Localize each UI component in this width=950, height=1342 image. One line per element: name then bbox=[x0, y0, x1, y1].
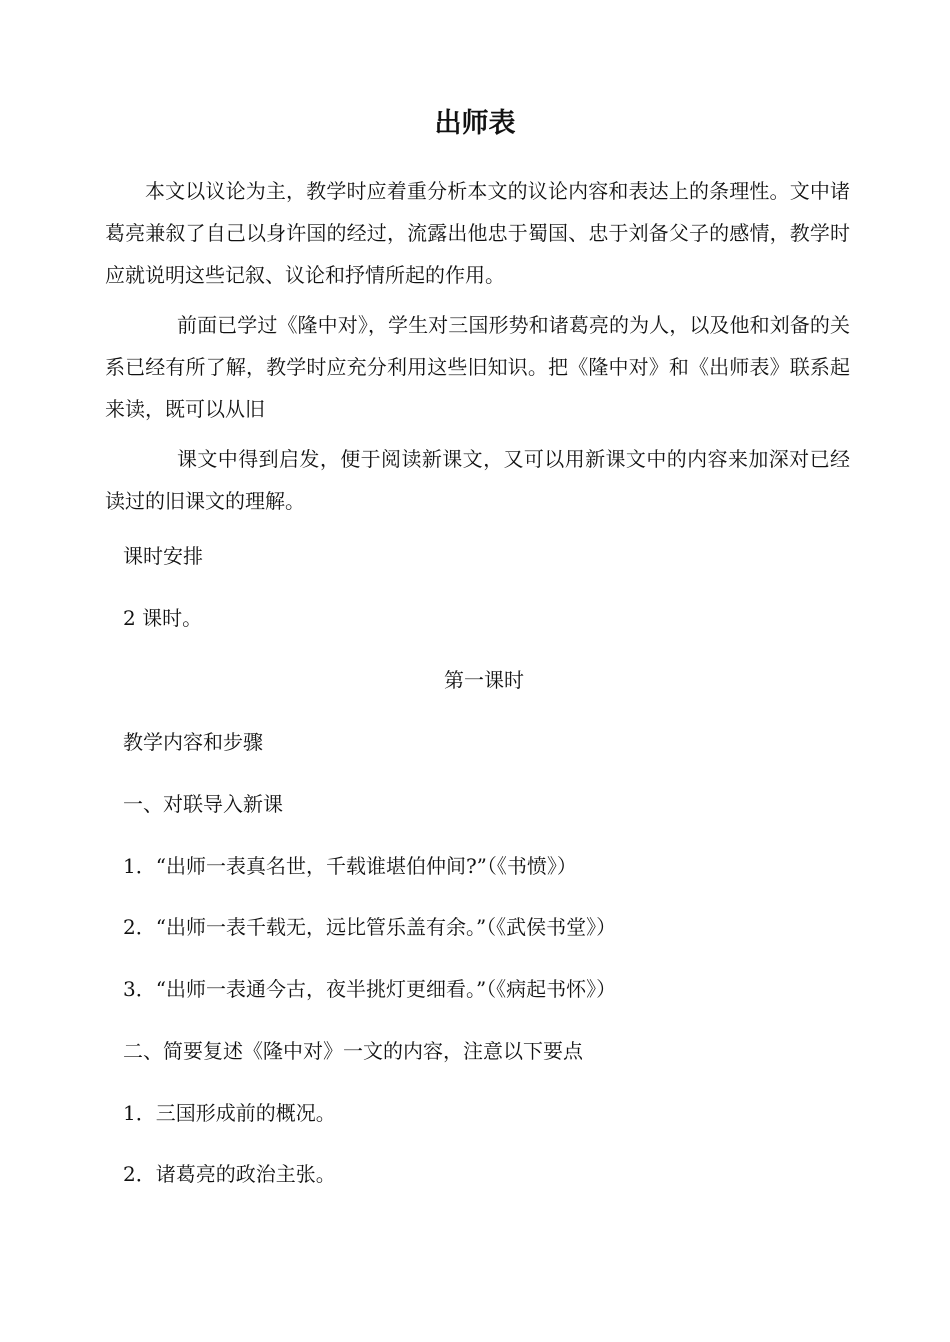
lesson-heading: 第一课时 bbox=[444, 668, 524, 692]
section1-heading: 一、对联导入新课 bbox=[123, 792, 283, 816]
intro-paragraph: 本文以议论为主，教学时应着重分析本文的议论内容和表达上的条理性。文中诸葛亮兼叙了自己以身许国的经过，流露出他忠于蜀国、忠于刘备父子的感情，教学时应就说明这些记叙、议论和抒情所起的作用。 bbox=[105, 179, 850, 287]
list-item: 1．三国形成前的概况。 bbox=[123, 1101, 336, 1125]
section2-heading: 二、简要复述《隆中对》一文的内容，注意以下要点 bbox=[123, 1039, 583, 1063]
schedule-value: 2 课时。 bbox=[123, 606, 203, 630]
continuation-paragraph: 课文中得到启发，便于阅读新课文，又可以用新课文中的内容来加深对已经读过的旧课文的理解。 bbox=[105, 447, 850, 513]
schedule-heading: 课时安排 bbox=[123, 544, 203, 568]
list-item: 3．“出师一表通今古，夜半挑灯更细看。”（《病起书怀》） bbox=[123, 977, 617, 1001]
list-item: 2．“出师一表千载无，远比管乐盖有余。”（《武侯书堂》） bbox=[123, 915, 617, 939]
list-item: 1．“出师一表真名世，千载谁堪伯仲间?”（《书愤》） bbox=[123, 854, 577, 878]
review-paragraph: 前面已学过《隆中对》，学生对三国形势和诸葛亮的为人，以及他和刘备的关系已经有所了解，教学时应充分利用这些旧知识。把《隆中对》和《出师表》联系起来读，既可以从旧 bbox=[105, 313, 850, 421]
content-heading: 教学内容和步骤 bbox=[123, 730, 263, 754]
list-item: 2．诸葛亮的政治主张。 bbox=[123, 1162, 336, 1186]
document-title: 出师表 bbox=[434, 108, 516, 139]
